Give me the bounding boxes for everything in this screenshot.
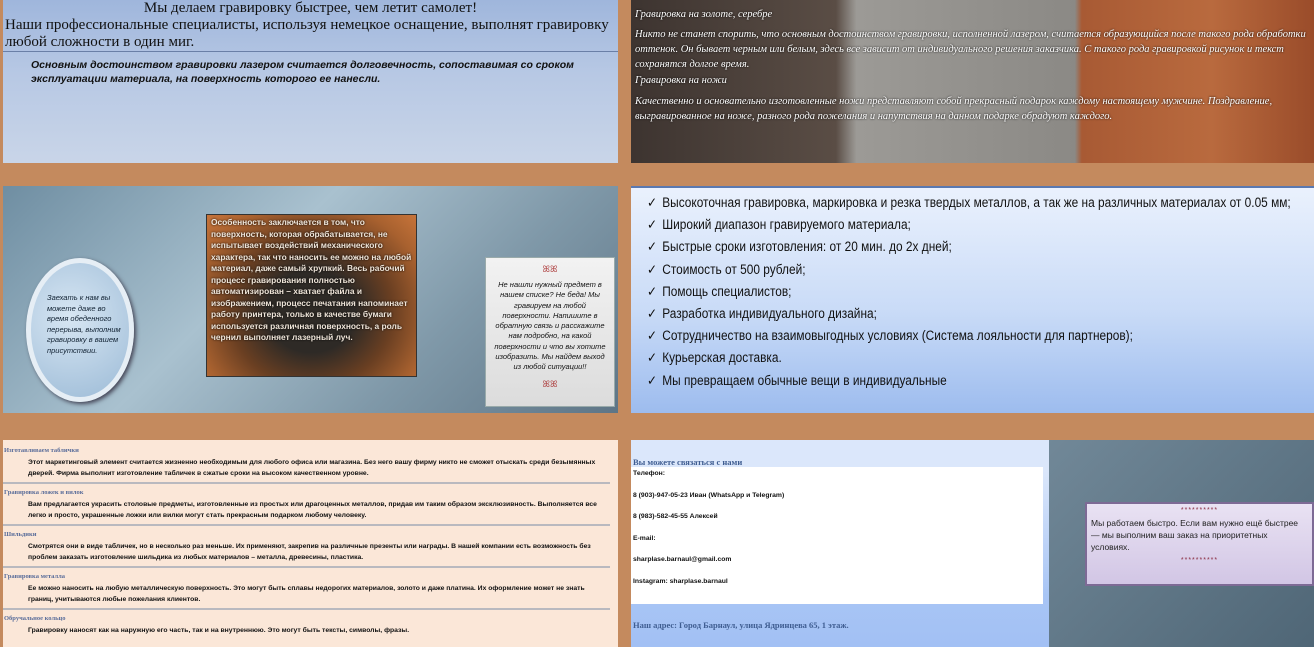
photo-text: Особенность заключается в том, что поверхность, которая обрабатывается, не испытывает воздействий механического характера, так что наносить ее можно на любой материал, даже самый хрупкий. Весь рабочий процесс гравирования полностью автоматизирован – хватает файла и изображением, процесс печатания напоминает работу принтера, только в качестве бумаги используется различная поверхность, а роль чернил выполняет лазерный луч. (211, 217, 412, 342)
contacts-panel (631, 440, 1049, 647)
text-knives: Качественно и основательно изготовленные ножи представляют собой прекрасный подарок каждому настоящему мужчине. Поздравление, выгравированное на ноже, разного рода пожелания и напутствия на данном подарке обрадуют каждого. (635, 96, 1273, 122)
note-text: Мы работаем быстро. Если вам нужно ещё быстрее — мы выполним ваш заказ на приоритетных условиях. (1091, 518, 1299, 552)
contacts-box (631, 467, 1043, 604)
speed-note (1085, 502, 1314, 586)
slide-contacts (631, 440, 1314, 647)
photo-text-box (206, 214, 417, 377)
heading-knives: Гравировка на ножи (635, 75, 727, 86)
check-icon: ✓ (647, 195, 657, 210)
section-text: Этот маркетинговый элемент считается жизненно необходимым для любого офиса или магазина. Без него вашу фирму никто не сможет отыскать среди безымянных дверей. Фирма выполнит изготовление табличек в сжатые сроки на высоком качественном уровне. (3, 455, 610, 484)
slide-intro (3, 0, 618, 163)
text-gold: Никто не станет спорить, что основным достоинством гравировки, исполненной лазером, считается образующийся после такого рода обработки оттенок. Он бывает черным или белым, здесь все зависит от индивидуального решения заказчика. С такого рода гравировкой рисунок и текст сохранятся долгое время. (635, 29, 1306, 70)
stars-decoration: ********** (1180, 507, 1219, 514)
oval-callout (26, 258, 134, 402)
instagram: Instagram: sharplase.barnaul (633, 577, 728, 585)
section-text: Ее можно наносить на любую металлическую поверхность. Это могут быть сплавы недорогих материалов, золото и даже платина. Их оформление может не знать границ, учитываются любые пожелания клиентов. (3, 581, 610, 610)
email-address: sharplase.barnaul@gmail.com (633, 556, 732, 563)
oval-text: Заехать к нам вы можете даже во время обеденного перерыва, выполним гравировку в вашем присутствии. (47, 293, 121, 355)
card-text: Не нашли нужный предмет в нашем списке? Не беда! Мы гравируем на любой поверхности. Напишите в обратную связь и расскажите нам подробно, на какой поверхности и что вы хотите изобразить. Мы найдем выход из любой ситуации!! (494, 280, 606, 372)
list-item: ✓ Разработка индивидуального дизайна; (647, 306, 877, 322)
divider (3, 51, 618, 52)
phone-label: Телефон: (633, 470, 665, 477)
lead-text: Основным достоинством гравировки лазером считается долговечность, сопоставимая со сроком эксплуатации материала, на поверхность которого ее нанесли. (31, 59, 574, 85)
contacts-heading: Вы можете связаться с нами (633, 457, 743, 467)
list-item: ✓ Широкий диапазон гравируемого материала; (647, 217, 911, 233)
list-item: ✓ Мы превращаем обычные вещи в индивидуальные (647, 372, 947, 388)
section-text: Смотрятся они в виде табличек, но в несколько раз меньше. Их применяют, закрепив на различные презенты или награды. В нашей компании есть возможность без проблем заказать изготовление шильдика из любых материалов – металла, древесины, пластика. (3, 539, 610, 568)
section-title: Гравировка ложек и вилок (4, 489, 84, 496)
slide-gold-knives (631, 0, 1314, 163)
check-icon: ✓ (647, 372, 657, 388)
info-card (485, 257, 615, 407)
advantages-list (631, 188, 1314, 392)
check-icon: ✓ (647, 261, 657, 277)
email-label: E-mail: (633, 534, 656, 542)
ornament-icon: ꕤꕤ (542, 264, 558, 274)
slide-features (3, 186, 618, 413)
section-title: Изготавливаем таблички (4, 447, 79, 454)
check-icon: ✓ (647, 328, 657, 344)
check-icon: ✓ (647, 283, 657, 299)
check-icon: ✓ (647, 217, 657, 233)
heading-gold: Гравировка на золоте, серебре (635, 9, 773, 20)
list-item: ✓ Высокоточная гравировка, маркировка и резка твердых металлов, а так же на различных материалах от 0.05 мм; (647, 195, 1291, 210)
section-title: Обручальное кольцо (4, 615, 66, 622)
section-title: Гравировка металла (4, 573, 66, 580)
list-item: ✓ Помощь специалистов; (647, 283, 792, 299)
list-item: ✓ Быстрые сроки изготовления: от 20 мин. до 2х дней; (647, 239, 952, 255)
list-item: ✓ Курьерская доставка. (647, 350, 782, 366)
check-icon: ✓ (647, 350, 657, 366)
slide-services (3, 440, 618, 647)
phone-ivan: 8 (903)-947-05-23 Иван (WhatsApp и Telegram) (633, 491, 785, 499)
list-item: ✓ Стоимость от 500 рублей; (647, 261, 806, 277)
slide-subtitle: Наши профессиональные специалисты, используя немецкое оснащение, выполнят гравировку любой сложности в один миг. (5, 17, 609, 50)
slide-advantages (631, 186, 1314, 413)
stars-decoration: ********** (1180, 557, 1219, 564)
slide-title: Мы делаем гравировку быстрее, чем летит самолет! (143, 0, 478, 16)
section-title: Шильдики (4, 531, 37, 538)
address: Наш адрес: Город Барнаул, улица Ядринцева 65, 1 этаж. (633, 620, 849, 630)
section-text: Гравировку наносят как на наружную его часть, так и на внутреннюю. Это могут быть тексты, символы, фразы. (28, 627, 410, 634)
section-text: Вам предлагается украсить столовые предметы, изготовленные из простых или драгоценных металлов, придав им таким образом эксклюзивность. Выполняется все легко и просто, украшенные ложки или вилки могут стать прекрасным подарком любому человеку. (3, 497, 610, 526)
phone-aleksey: 8 (983)-582-45-55 Алексей (633, 513, 718, 520)
check-icon: ✓ (647, 239, 657, 255)
check-icon: ✓ (647, 306, 657, 322)
ornament-icon: ꕤꕤ (542, 378, 558, 389)
list-item: ✓ Сотрудничество на взаимовыгодных условиях (Система лояльности для партнеров); (647, 328, 1133, 344)
